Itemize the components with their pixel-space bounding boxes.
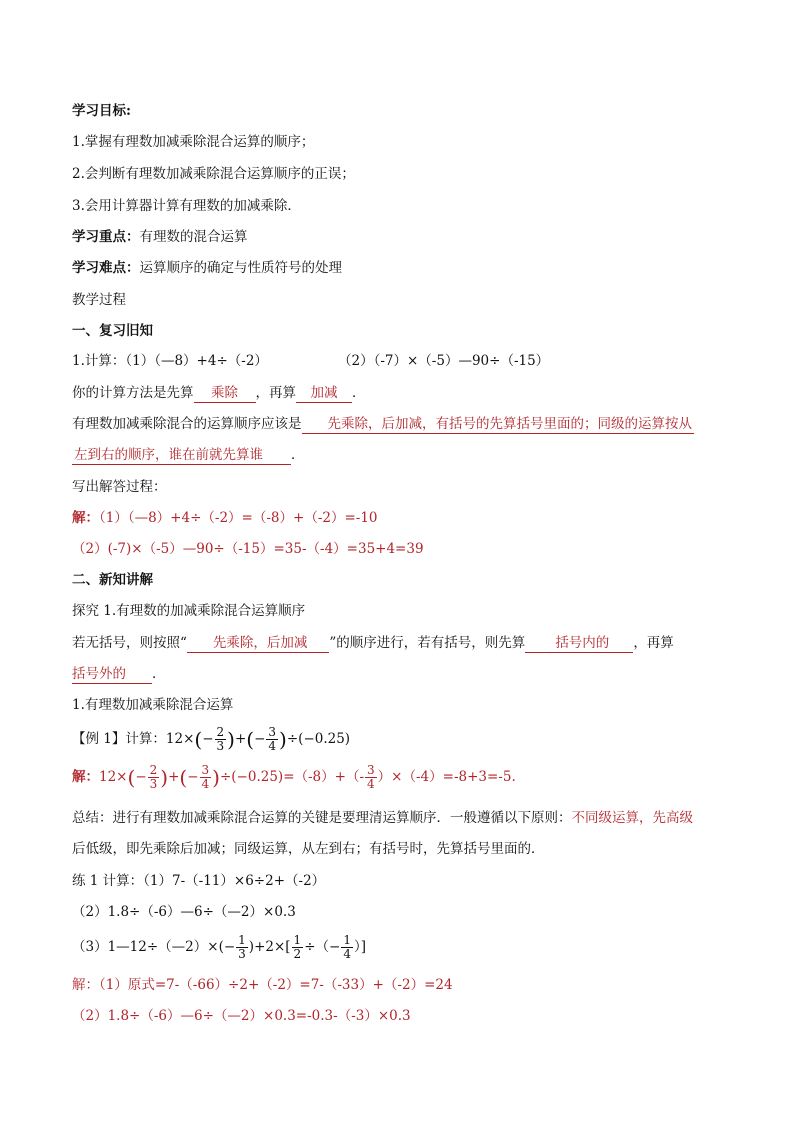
example-solution-minus-2: − bbox=[187, 769, 199, 785]
explore-title: 探究 1.有理数的加减乘除混合运算顺序 bbox=[72, 603, 306, 619]
example-solution-divide: ÷ bbox=[219, 769, 232, 785]
solution-fraction-2-3: $\frac{2}{3}$ bbox=[149, 763, 158, 791]
review-question-1: 1.计算：（1）（—8）+4÷（-2） bbox=[72, 353, 268, 369]
summary-line-2: 后低级，即先乘除后加减；同级运算，从左到右；有括号时，先算括号里面的． bbox=[72, 841, 545, 857]
practice-3 bbox=[72, 930, 366, 964]
example-minus-2: − bbox=[254, 731, 266, 747]
review-heading: 一、复习旧知 bbox=[72, 323, 153, 339]
order-blank-2: 左到右的顺序，谁在前就先算谁 bbox=[72, 447, 291, 465]
summary-text-a: 总结：进行有理数加减乘除混合运算的关键是要理清运算顺序．一般遵循以下原则： bbox=[72, 810, 572, 826]
order-sentence-2 bbox=[72, 445, 305, 465]
example-solution-12: 12× bbox=[99, 769, 128, 785]
rule-sentence-2 bbox=[72, 664, 166, 684]
example-solution: 解：12×(− $\frac{2}{3}$ )+(− $\frac{3}{4}$ )÷(−0.25)=（-8）+（- $\frac{3}{4}$ ）×（-4）=-8+3=-5. bbox=[72, 763, 516, 791]
rule-blank-2: 括号内的 bbox=[525, 635, 633, 653]
solution-1-text: （1）（—8）+4÷（-2）=（-8）+（-2）=-10 bbox=[99, 510, 378, 526]
example-solution-tail: (−0.25) bbox=[231, 769, 284, 785]
solution-fraction-3-4-b: $\frac{3}{4}$ bbox=[367, 763, 375, 791]
write-prompt: 写出解答过程： bbox=[72, 479, 167, 495]
fraction-3-4: $\frac{3}{4}$ bbox=[268, 725, 277, 753]
example-term-12: 12× bbox=[165, 731, 195, 747]
method-text-c: ． bbox=[352, 385, 366, 401]
rule-blank-1: 先乘除，后加减 bbox=[187, 635, 330, 653]
review-question-2: （2）（-7）×（-5）—90÷（-15） bbox=[338, 353, 550, 369]
example-1: 【例 1】计算：12×(− $\frac{2}{3}$ )+(− $\frac{3}{4}$ )÷(−0.25) bbox=[72, 725, 351, 753]
example-label: 【例 1】计算： bbox=[72, 731, 166, 747]
review-solution-2: （2）(-7)×（-5）—90÷（-15）=35-（-4）=35+4=39 bbox=[72, 541, 424, 557]
method-blank-1: 乘除 bbox=[194, 385, 256, 403]
fraction-1-4: $\frac{1}{4}$ bbox=[343, 933, 351, 961]
goal-3: 3.会用计算器计算有理数的加减乘除． bbox=[72, 198, 301, 214]
practice-3-text-c: ÷（− bbox=[304, 939, 341, 955]
process-label: 教学过程 bbox=[72, 292, 126, 308]
example-plus: + bbox=[234, 731, 247, 747]
example-solution-step-b: ）×（-4）=-8+3=-5. bbox=[377, 769, 516, 785]
practice-3-text-d: ）] bbox=[353, 939, 366, 955]
review-solution-1 bbox=[72, 508, 378, 528]
order-blank-1: 先乘除，后加减，有括号的先算括号里面的；同级的运算按从 bbox=[302, 416, 695, 434]
difficulty-text: 运算顺序的确定与性质符号的处理 bbox=[139, 260, 342, 276]
solution-fraction-3-4-a: $\frac{3}{4}$ bbox=[201, 763, 210, 791]
practice-1: 练 1 计算：（1）7-（-11）×6÷2+（-2） bbox=[72, 873, 326, 889]
fraction-1-2: $\frac{1}{2}$ bbox=[293, 933, 302, 961]
summary-line-1 bbox=[72, 808, 693, 828]
goal-1: 1.掌握有理数加减乘除混合运算的顺序； bbox=[72, 134, 315, 150]
practice-3-text-a: （3）1—12÷（—2）×(− bbox=[72, 939, 236, 955]
rule-blank-3: 括号外的 bbox=[72, 666, 152, 684]
goal-2: 2.会判断有理数加减乘除混合运算顺序的正误； bbox=[72, 166, 355, 182]
rule-text-c: ，再算 bbox=[633, 635, 674, 651]
practice-2: （2）1.8÷（-6）—6÷（—2）×0.3 bbox=[72, 904, 296, 920]
new-heading: 二、新知讲解 bbox=[72, 572, 153, 588]
example-tail: (−0.25) bbox=[298, 731, 351, 747]
difficulty-point bbox=[72, 258, 342, 278]
practice-answer-1: 解：（1）原式=7-（-66）÷2+（-2）=7-（-33）+（-2）=24 bbox=[72, 977, 453, 993]
solution-label: 解： bbox=[72, 510, 99, 526]
method-text-a: 你的计算方法是先算 bbox=[72, 385, 194, 401]
example-divide: ÷ bbox=[286, 731, 299, 747]
fraction-1-3: $\frac{1}{3}$ bbox=[238, 933, 246, 961]
rule-text-d: ． bbox=[152, 666, 166, 682]
example-solution-label: 解： bbox=[72, 769, 99, 785]
summary-text-red: 不同级运算，先高级 bbox=[571, 810, 693, 826]
rule-sentence-1 bbox=[72, 633, 674, 653]
example-solution-plus: + bbox=[168, 769, 180, 785]
rule-text-a: 若无括号，则按照“ bbox=[72, 635, 187, 651]
fraction-2-3: $\frac{2}{3}$ bbox=[216, 725, 225, 753]
key-label: 学习重点： bbox=[72, 229, 140, 245]
example-solution-step-a: =（-8）+（- bbox=[283, 769, 365, 785]
method-sentence bbox=[72, 383, 366, 403]
key-text: 有理数的混合运算 bbox=[139, 229, 248, 245]
practice-3-text-b: )+2×[ bbox=[248, 939, 291, 955]
order-text-c: ． bbox=[291, 447, 305, 463]
method-text-b: ，再算 bbox=[255, 385, 296, 401]
key-point bbox=[72, 227, 248, 247]
example-solution-minus-1: − bbox=[135, 769, 147, 785]
rule-text-b: ”的顺序进行，若有括号，则先算 bbox=[329, 635, 526, 651]
order-sentence-1 bbox=[72, 414, 694, 434]
order-text-a: 有理数加减乘除混合的运算顺序应该是 bbox=[72, 416, 302, 432]
difficulty-label: 学习难点： bbox=[72, 260, 140, 276]
sub-heading: 1.有理数加减乘除混合运算 bbox=[72, 697, 234, 713]
goals-title: 学习目标: bbox=[72, 103, 131, 119]
practice-answer-2: （2）1.8÷（-6）—6÷（—2）×0.3=-0.3-（-3）×0.3 bbox=[72, 1008, 411, 1024]
method-blank-2: 加减 bbox=[296, 385, 352, 403]
example-minus-1: − bbox=[202, 731, 214, 747]
